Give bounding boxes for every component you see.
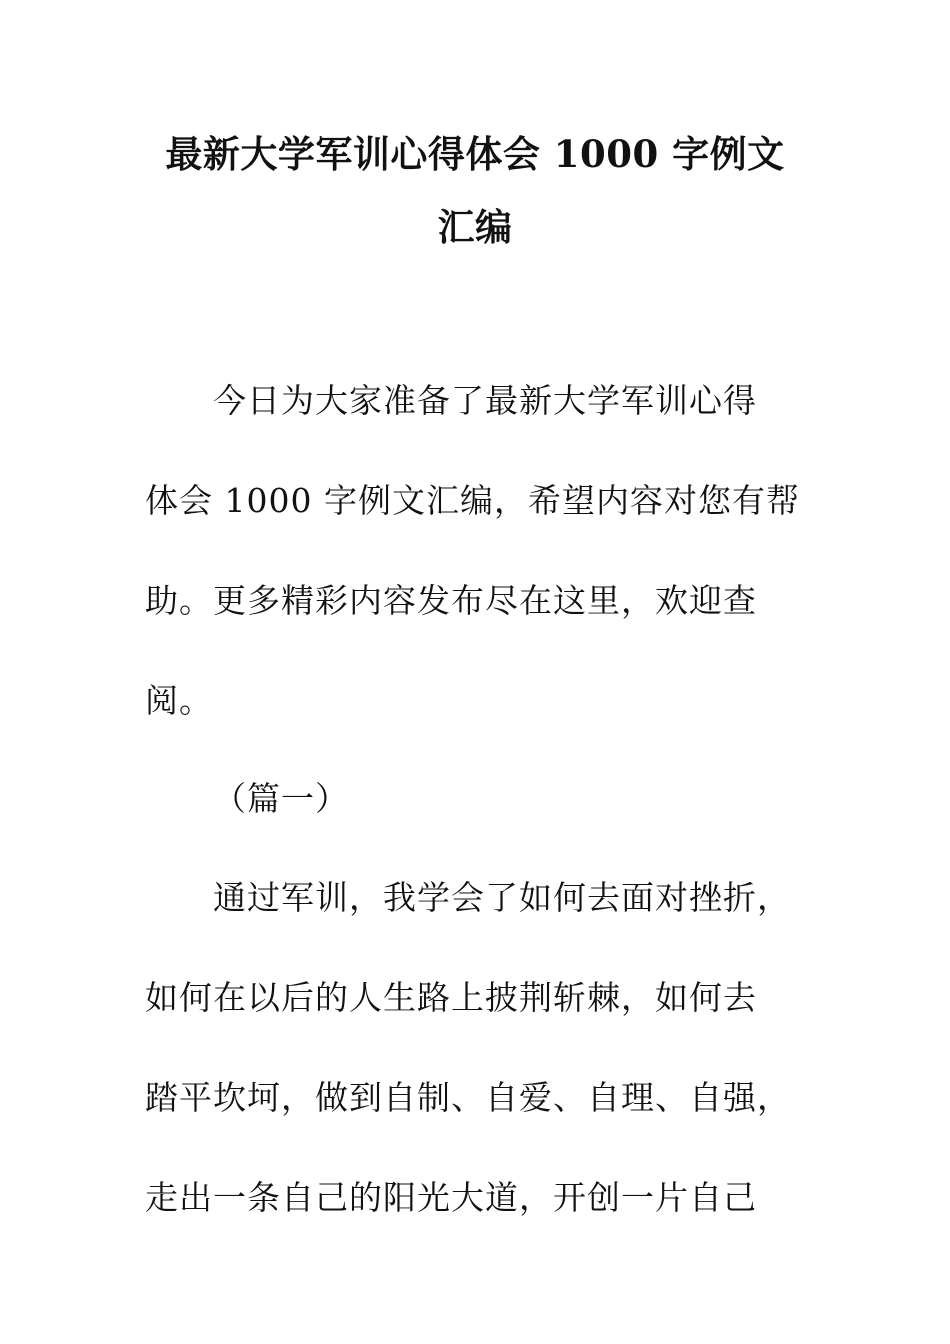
paragraph-line: 阅。 [145,681,213,720]
paragraph-line: 体会 1000 字例文汇编，希望内容对您有帮 [145,481,800,520]
paragraph-line: 如何在以后的人生路上披荆斩棘，如何去 [145,978,757,1017]
document-title-line-1: 最新大学军训心得体会 1000 字例文 [165,132,785,176]
section-heading: （篇一） [213,779,349,818]
paragraph-line: 助。更多精彩内容发布尽在这里，欢迎查 [145,581,757,620]
paragraph-line: 踏平坎坷，做到自制、自爱、自理、自强， [145,1078,791,1117]
paragraph-line: 今日为大家准备了最新大学军训心得 [213,381,757,420]
paragraph-line: 走出一条自己的阳光大道，开创一片自己 [145,1178,757,1217]
paragraph-line: 通过军训，我学会了如何去面对挫折， [213,878,791,917]
document-title-line-2: 汇编 [437,205,513,249]
